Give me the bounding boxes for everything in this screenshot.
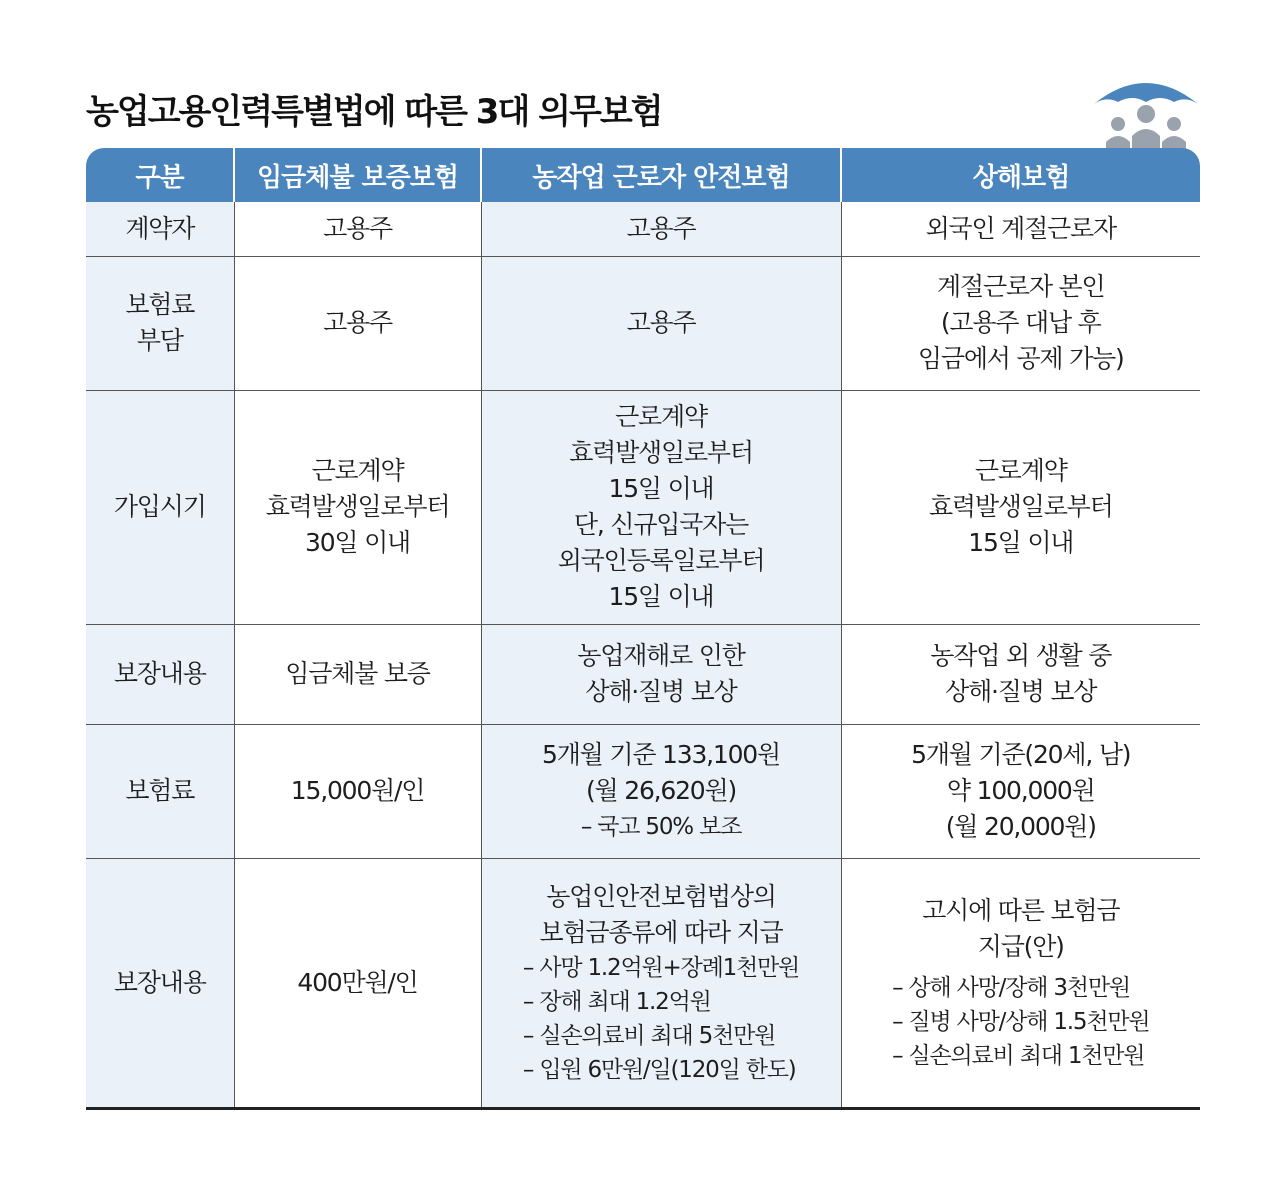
header-category: 구분 [86, 148, 234, 202]
table-row [86, 858, 1200, 1108]
cell: 고용주 [481, 256, 841, 390]
cell: 임금체불 보증 [234, 624, 481, 724]
cell: 계절근로자 본인 (고용주 대납 후 임금에서 공제 가능) [841, 256, 1200, 390]
table-row [86, 202, 1200, 256]
row-label: 계약자 [86, 202, 234, 256]
table-row [86, 724, 1200, 858]
page-title: 농업고용인력특별법에 따른 3대 의무보험 [86, 92, 662, 132]
cell: 농작업 외 생활 중 상해·질병 보상 [841, 624, 1200, 724]
cell: 근로계약 효력발생일로부터 15일 이내 단, 신규입국자는 외국인등록일로부터 15일 이내 [481, 390, 841, 624]
header-injury: 상해보험 [841, 148, 1200, 202]
row-label: 보험료 부담 [86, 256, 234, 390]
table-header-row [86, 148, 1200, 202]
row-label: 보장내용 [86, 858, 234, 1108]
header-wage-guarantee: 임금체불 보증보험 [234, 148, 481, 202]
cell: 근로계약 효력발생일로부터 15일 이내 [841, 390, 1200, 624]
row-label: 보장내용 [86, 624, 234, 724]
table-row [86, 624, 1200, 724]
table-row [86, 390, 1200, 624]
cell: 농업재해로 인한 상해·질병 보상 [481, 624, 841, 724]
cell: 근로계약 효력발생일로부터 30일 이내 [234, 390, 481, 624]
cell: 농업인안전보험법상의 보험금종류에 따라 지급 – 사망 1.2억원+장례1천만원 – 장해 최대 1.2억원 – 실손의료비 최대 5천만원 – 입원 6만원/일(120일 한도) [481, 858, 841, 1108]
cell: 외국인 계절근로자 [841, 202, 1200, 256]
umbrella-people-icon [1090, 70, 1202, 154]
cell: 5개월 기준 133,100원 (월 26,620원) – 국고 50% 보조 [481, 724, 841, 858]
row-label: 보험료 [86, 724, 234, 858]
bullet-list: – 상해 사망/장해 3천만원 – 질병 사망/상해 1.5천만원 – 실손의료비 최대 1천만원 [892, 974, 1150, 1069]
table-row [86, 256, 1200, 390]
cell: 15,000원/인 [234, 724, 481, 858]
bullet-list: – 사망 1.2억원+장례1천만원 – 장해 최대 1.2억원 – 실손의료비 최대 5천만원 – 입원 6만원/일(120일 한도) [522, 954, 800, 1083]
cell: 고시에 따른 보험금 지급(안) – 상해 사망/장해 3천만원 – 질병 사망/상해 1.5천만원 – 실손의료비 최대 1천만원 [841, 858, 1200, 1108]
row-label: 가입시기 [86, 390, 234, 624]
cell: 5개월 기준(20세, 남) 약 100,000원 (월 20,000원) [841, 724, 1200, 858]
insurance-table [86, 148, 1200, 1110]
cell: 고용주 [481, 202, 841, 256]
cell: 고용주 [234, 202, 481, 256]
cell: 400만원/인 [234, 858, 481, 1108]
header-farm-safety: 농작업 근로자 안전보험 [481, 148, 841, 202]
cell: 고용주 [234, 256, 481, 390]
